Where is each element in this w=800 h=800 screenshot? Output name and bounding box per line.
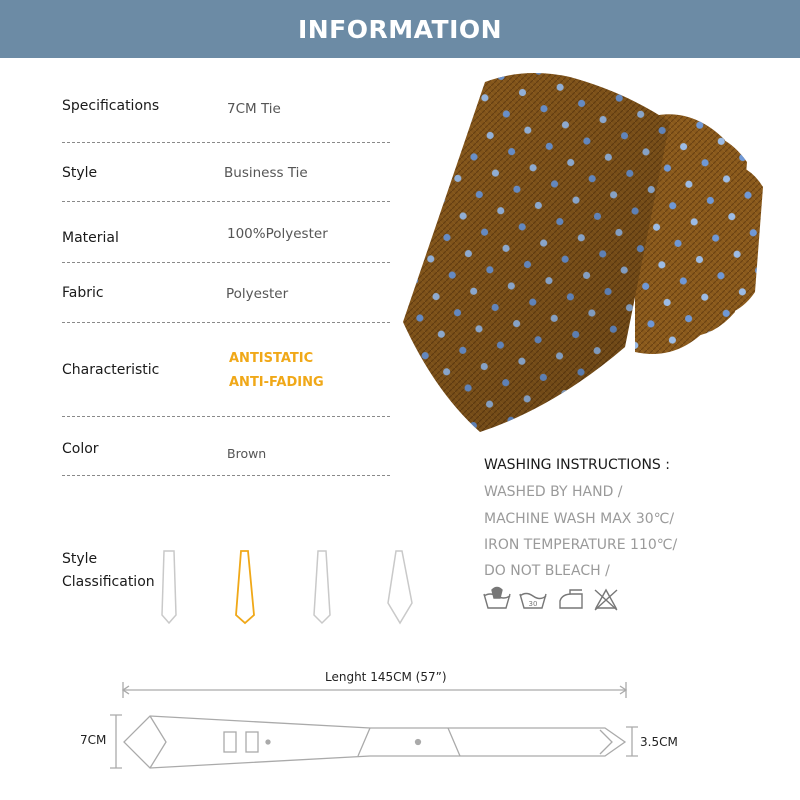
narrow-end-width: 3.5CM bbox=[640, 735, 678, 749]
divider bbox=[62, 201, 390, 202]
hand-wash-icon bbox=[484, 588, 510, 609]
washing-line: IRON TEMPERATURE 110℃/ bbox=[484, 537, 678, 553]
spec-value-specifications: 7CM Tie bbox=[227, 101, 281, 117]
spec-value-characteristic-1: ANTISTATIC bbox=[229, 351, 314, 366]
wide-end-width: 7CM bbox=[80, 733, 107, 747]
spec-label-color: Color bbox=[62, 441, 99, 457]
spec-label-style: Style bbox=[62, 165, 98, 181]
tie-product-image bbox=[395, 62, 800, 442]
tie-style-options bbox=[150, 545, 420, 630]
divider bbox=[62, 322, 390, 323]
tie-style-wide bbox=[388, 551, 412, 623]
washing-instructions-heading: WASHING INSTRUCTIONS : bbox=[484, 457, 670, 473]
tie-style-regular bbox=[314, 551, 330, 623]
header-bar bbox=[0, 0, 800, 58]
washing-line: WASHED BY HAND / bbox=[484, 484, 623, 500]
style-classification-line1: Style bbox=[62, 551, 98, 567]
do-not-bleach-icon bbox=[595, 590, 617, 610]
spec-value-style: Business Tie bbox=[224, 165, 308, 181]
divider bbox=[62, 262, 390, 263]
spec-value-color: Brown bbox=[227, 446, 267, 461]
style-classification-label bbox=[62, 548, 155, 594]
spec-value-characteristic-2: ANTI-FADING bbox=[229, 375, 324, 390]
tie-style-skinny bbox=[162, 551, 176, 623]
length-label: Lenght 145CM (57”) bbox=[325, 670, 447, 684]
tie-style-slim-selected bbox=[236, 551, 254, 623]
spec-value-fabric: Polyester bbox=[226, 286, 289, 302]
spec-label-fabric: Fabric bbox=[62, 285, 104, 301]
divider bbox=[62, 475, 390, 476]
svg-text:30: 30 bbox=[528, 600, 538, 608]
spec-label-characteristic: Characteristic bbox=[62, 362, 160, 378]
washing-line: MACHINE WASH MAX 30℃/ bbox=[484, 511, 675, 527]
tie-outline bbox=[0, 660, 800, 790]
machine-wash-30-icon bbox=[520, 594, 546, 609]
style-classification-line2: Classification bbox=[62, 574, 155, 590]
tie-dimensions-diagram bbox=[0, 660, 800, 790]
spec-label-material: Material bbox=[62, 230, 119, 246]
washing-line: DO NOT BLEACH / bbox=[484, 563, 610, 579]
iron-icon bbox=[560, 590, 582, 608]
spec-label-specifications: Specifications bbox=[62, 98, 160, 114]
divider bbox=[62, 416, 390, 417]
divider bbox=[62, 142, 390, 143]
spec-value-material: 100%Polyester bbox=[227, 226, 328, 242]
page-title: INFORMATION bbox=[297, 14, 503, 44]
care-icons bbox=[482, 584, 622, 614]
